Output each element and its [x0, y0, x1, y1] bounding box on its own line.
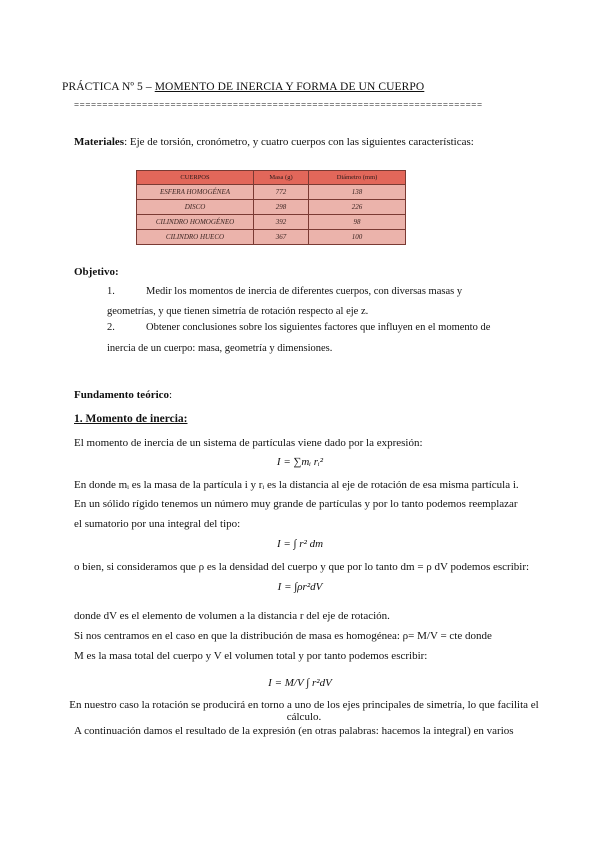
table-row — [137, 215, 406, 230]
equation-homogeneous: I = M/V ∫ r²dV — [268, 677, 332, 689]
equation-integral-rho: I = ∫ρr²dV — [277, 581, 323, 593]
theory-label: Fundamento teórico — [74, 389, 170, 401]
materials-label: Materiales — [74, 136, 125, 148]
equation-integral-dm: I = ∫ r² dm — [276, 538, 324, 550]
practice-prefix: PRÁCTICA Nº 5 – — [62, 81, 155, 93]
equation-sum: I = ∑mᵢ rᵢ² — [276, 456, 324, 468]
paragraph: o bien, si consideramos que ρ es la densidad del cuerpo y que por lo tanto dm = ρ dV podemos escribir: — [74, 561, 530, 573]
paragraph: El momento de inercia de un sistema de partículas viene dado por la expresión: — [74, 437, 423, 449]
objective-item-text: Obtener conclusiones sobre los siguientes factores que influyen en el momento de — [146, 322, 491, 333]
objective-item-text: Medir los momentos de inercia de diferentes cuerpos, con diversas masas y — [146, 286, 463, 297]
practice-title: MOMENTO DE INERCIA Y FORMA DE UN CUERPO — [154, 81, 425, 93]
paragraph: M es la masa total del cuerpo y V el volumen total y por tanto podemos escribir: — [74, 650, 428, 662]
paragraph: En un sólido rígido tenemos un número muy grande de partículas y por lo tanto podemos reemplazar — [74, 498, 518, 510]
cell-diameter: 226 — [309, 200, 406, 215]
objective-item-text-cont: geometrías, y que tienen simetría de rotación respecto al eje z. — [107, 306, 369, 317]
cell-body-name: CILINDRO HOMOGÉNEO — [137, 215, 254, 230]
theory-label-suffix: : — [169, 389, 173, 401]
table-row — [137, 230, 406, 245]
separator-line: ======================================================================== — [74, 100, 483, 110]
paragraph: A continuación damos el resultado de la expresión (en otras palabras: hacemos la integral) en varios — [74, 725, 514, 737]
objective-item-number: 1. — [107, 286, 115, 297]
paragraph: Si nos centramos en el caso en que la distribución de masa es homogénea: ρ= M/V = cte donde — [74, 630, 492, 642]
section1-title: 1. Momento de inercia: — [74, 413, 188, 425]
objective-heading — [74, 266, 119, 278]
cell-mass: 392 — [254, 215, 309, 230]
objective-label: Objetivo: — [74, 266, 119, 278]
cell-diameter: 100 — [309, 230, 406, 245]
header-masa: Masa (g) — [254, 171, 309, 185]
cell-body-name: DISCO — [137, 200, 254, 215]
objective-item-number: 2. — [107, 322, 115, 333]
paragraph: el sumatorio por una integral del tipo: — [74, 518, 241, 530]
page-title — [62, 81, 424, 93]
paragraph-line: En nuestro caso la rotación se producirá en torno a uno de los ejes principales de simetría, lo que facilita el — [69, 699, 539, 711]
bodies-table — [136, 170, 406, 245]
header-cuerpos: CUERPOS — [137, 171, 254, 185]
cell-body-name: CILINDRO HUECO — [137, 230, 254, 245]
paragraph-line: cálculo. — [286, 711, 322, 723]
cell-body-name: ESFERA HOMOGÉNEA — [137, 185, 254, 200]
header-diametro: Diámetro (mm) — [309, 171, 406, 185]
cell-diameter: 98 — [309, 215, 406, 230]
table-header-row — [137, 171, 406, 185]
objective-item-text-cont: inercia de un cuerpo: masa, geometría y dimensiones. — [107, 343, 333, 354]
paragraph-centered — [64, 699, 544, 723]
cell-mass: 772 — [254, 185, 309, 200]
materials-text: : Eje de torsión, cronómetro, y cuatro cuerpos con las siguientes características: — [124, 136, 474, 148]
materials-line — [74, 136, 474, 148]
theory-heading — [74, 389, 172, 401]
cell-diameter: 138 — [309, 185, 406, 200]
section-heading — [74, 413, 187, 425]
paragraph: En donde mᵢ es la masa de la partícula i y rᵢ es la distancia al eje de rotación de esa misma partícula i. — [74, 479, 519, 491]
table-row — [137, 185, 406, 200]
table-row — [137, 200, 406, 215]
cell-mass: 298 — [254, 200, 309, 215]
paragraph: donde dV es el elemento de volumen a la distancia r del eje de rotación. — [74, 610, 390, 622]
cell-mass: 367 — [254, 230, 309, 245]
